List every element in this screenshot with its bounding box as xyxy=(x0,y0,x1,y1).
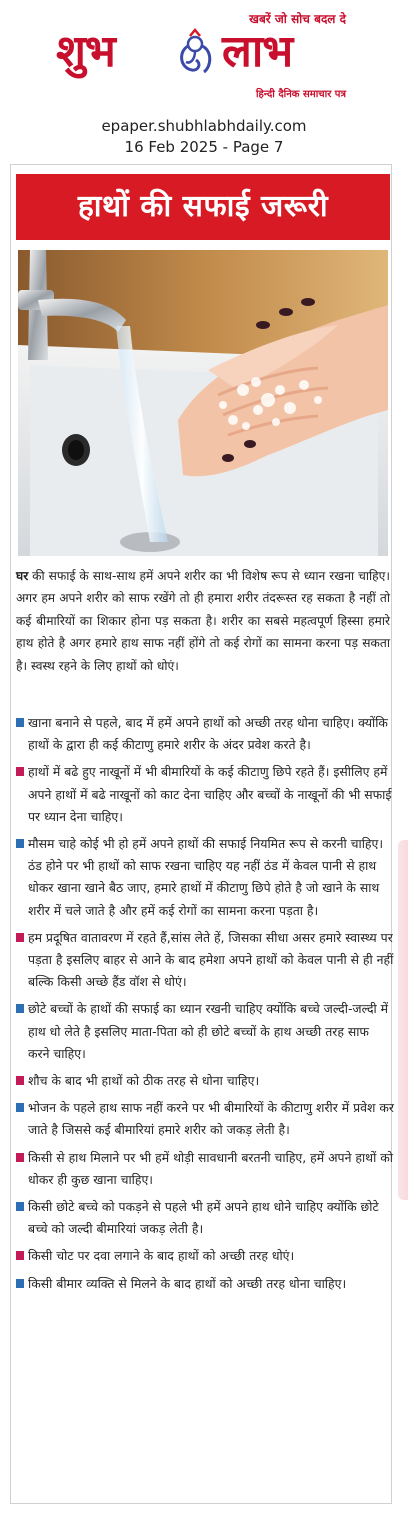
page-edge-decoration xyxy=(398,840,408,1200)
bullet-square-icon xyxy=(16,839,24,848)
source-date-page: 16 Feb 2025 - Page 7 xyxy=(124,138,284,156)
tip-list-item xyxy=(14,1273,394,1295)
tip-text: मौसम चाहे कोई भी हो हमें अपने हाथों की सफाई नियमित रूप से करनी चाहिए। ठंड होने पर भी हाथों को साफ रखना चाहिए यह नहीं ठंड में केवल पानी से हाथ धोकर खाना खाने बैठ जाए, हमारे हाथों में कीटाणु छिपे होते है जो खाने के साथ शरीर में चले जाते है और हमें कई रोगों का सामना करना पड़ता है। xyxy=(28,836,384,918)
tip-text: खाना बनाने से पहले, बाद में हमें अपने हाथों को अच्छी तरह धोना चाहिए। क्योंकि हाथों के द्वारा ही कई कीटाणु हमारे शरीर के अंदर प्रवेश करते है। xyxy=(28,715,388,753)
masthead xyxy=(56,4,352,108)
tip-text: किसी बीमार व्यक्ति से मिलने के बाद हाथों को अच्छी तरह धोना चाहिए। xyxy=(28,1275,347,1291)
bullet-square-icon xyxy=(16,1103,24,1112)
handwashing-photo xyxy=(18,250,388,556)
bullet-square-icon xyxy=(16,1251,24,1260)
logo-word-left: शुभ xyxy=(56,26,115,77)
bullet-square-icon xyxy=(16,1153,24,1162)
tip-text: शौच के बाद भी हाथों को ठीक तरह से धोना चाहिए। xyxy=(28,1073,260,1089)
masthead-subline: हिन्दी दैनिक समाचार पत्र xyxy=(255,89,346,100)
article-headline: हाथों की सफाई जरूरी xyxy=(16,174,390,240)
tip-text: छोटे बच्चों के हाथों की सफाई का ध्यान रखनी चाहिए क्योंकि बच्चे जल्दी-जल्दी में हाथ धो लेते है इसलिए माता-पिता को ही छोटे बच्चों के हाथ अच्छी तरह साफ करने चाहिए। xyxy=(28,1001,389,1061)
tip-list-item xyxy=(14,833,394,922)
tip-list-item xyxy=(14,1147,394,1191)
bullet-square-icon xyxy=(16,933,24,942)
tip-list-item xyxy=(14,1245,394,1267)
bullet-square-icon xyxy=(16,1202,24,1211)
bullet-square-icon xyxy=(16,1279,24,1288)
tip-list-item xyxy=(14,998,394,1065)
bullet-square-icon xyxy=(16,1076,24,1085)
tip-list-item xyxy=(14,712,394,756)
intro-lead-word: घर xyxy=(16,569,29,583)
masthead-tagline: खबरें जो सोच बदल दे xyxy=(249,12,346,26)
intro-text: की सफाई के साथ-साथ हमें अपने शरीर का भी विशेष रूप से ध्यान रखना चाहिए। अगर हम अपने शरीर को साफ रखेंगे तो ही हमारा शरीर तंदरूस्त रह सकता है नहीं तो कई बीमारियों का शिकार होना पड़ सकता है। शरीर का सबसे महत्वपूर्ण हिस्सा हमारे हाथ होते है अगर हमारे हाथ साफ नहीं होंगे तो कई रोगों का सामना करना पड़ सकता है। स्वस्थ रहने के लिए हाथों को धोएं। xyxy=(16,569,390,673)
bullet-square-icon xyxy=(16,1004,24,1013)
tip-text: किसी से हाथ मिलाने पर भी हमें थोड़ी सावधानी बरतनी चाहिए, हमें अपने हाथों को धोकर ही कुछ खाना चाहिए। xyxy=(28,1149,393,1187)
tips-list xyxy=(14,712,394,1300)
tip-list-item xyxy=(14,1097,394,1141)
tip-text: किसी चोट पर दवा लगाने के बाद हाथों को अच्छी तरह धोएं। xyxy=(28,1248,295,1264)
tip-list-item xyxy=(14,1070,394,1092)
tip-list-item xyxy=(14,761,394,828)
tip-text: हाथों में बढे हुए नाखूनों में भी बीमारियों के कई कीटाणु छिपे रहते हैं। इसीलिए हमें अपने हाथों में बढे नाखूनों को काट देना चाहिए और बच्चों के नाखूनों की भी सफाई पर ध्यान देना चाहिए। xyxy=(28,764,392,824)
article-intro xyxy=(16,565,390,677)
tip-text: भोजन के पहले हाथ साफ नहीं करने पर भी बीमारियों के कीटाणु शरीर में प्रवेश कर जाते है जिससे कई बीमारियां हमारे शरीर को जकड़ लेती है। xyxy=(28,1100,394,1138)
tip-list-item xyxy=(14,1196,394,1240)
tip-text: किसी छोटे बच्चे को पकड़ने से पहले भी हमें अपने हाथ धोने चाहिए क्योंकि छोटे बच्चे को जल्दी बीमारियां जकड़ लेती है। xyxy=(28,1199,379,1237)
tip-text: हम प्रदूषित वातावरण में रहते हैं,सांस लेते हें, जिसका सीधा असर हमारे स्वास्थ्य पर पड़ता है इसलिए बाहर से आने के बाद हमेशा अपने हाथों को केवल पानी से ही नहीं बल्कि किसी अच्छे हैंड वॉश से धोएं। xyxy=(28,929,394,990)
bullet-square-icon xyxy=(16,718,24,727)
bullet-square-icon xyxy=(16,767,24,776)
logo-word-right: लाभ xyxy=(222,26,293,77)
source-url: epaper.shubhlabhdaily.com xyxy=(101,117,307,135)
tip-list-item xyxy=(14,927,394,994)
ganesha-logo-icon xyxy=(168,28,222,82)
